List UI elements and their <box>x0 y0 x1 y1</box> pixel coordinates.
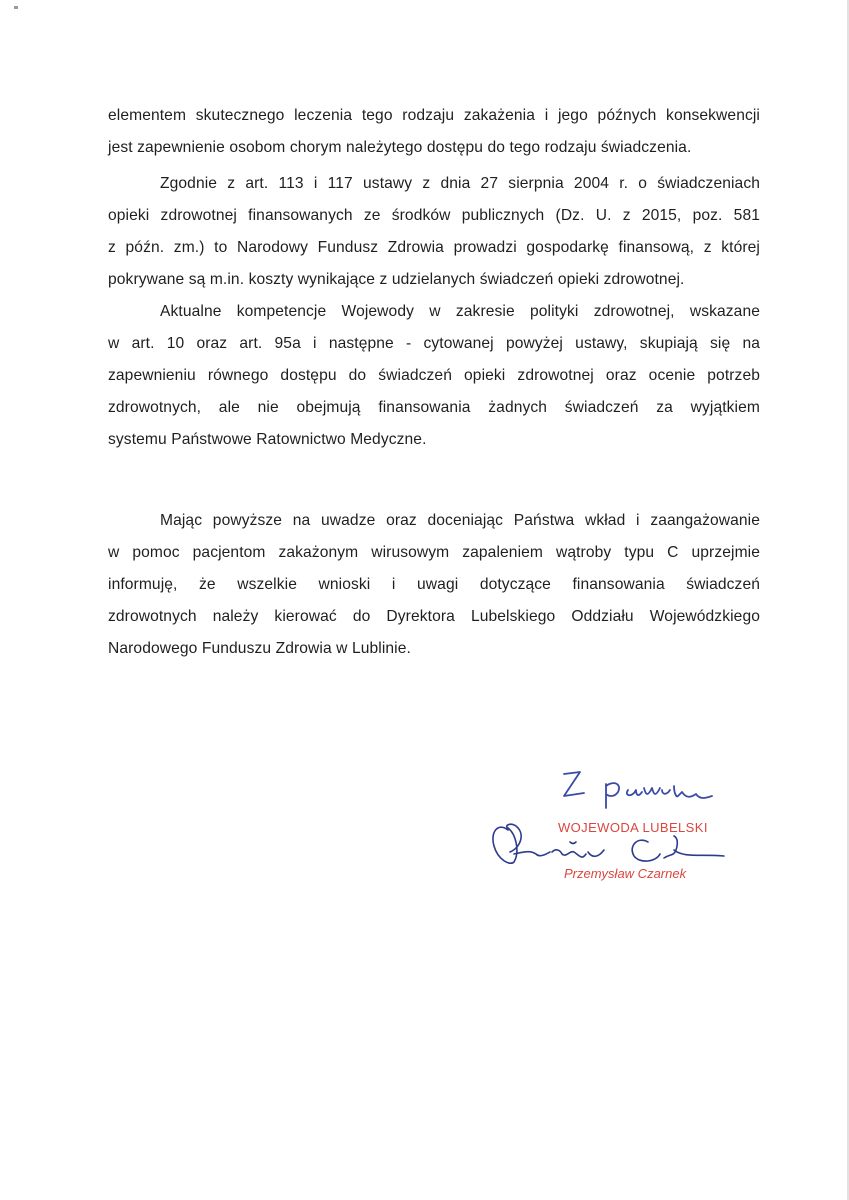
signature-block <box>480 762 740 892</box>
text-line: opieki zdrowotnej finansowanych ze środków publicznych (Dz. U. z 2015, poz. 581 <box>108 207 760 224</box>
paragraph-legal-basis <box>108 168 760 296</box>
text-line: jest zapewnienie osobom chorym należytego dostępu do tego rodzaju świadczenia. <box>108 139 692 156</box>
text-line: zapewnieniu równego dostępu do świadczeń opieki zdrowotnej oraz ocenie potrzeb <box>108 367 760 384</box>
text-line: z późn. zm.) to Narodowy Fundusz Zdrowia prowadzi gospodarkę finansową, z której <box>108 239 760 256</box>
stamp-office-title: WOJEWODA LUBELSKI <box>558 820 708 835</box>
stamp-signatory-name: Przemysław Czarnek <box>564 866 687 881</box>
text-line: zdrowotnych, ale nie obejmują finansowania żadnych świadczeń za wyjątkiem <box>108 399 760 416</box>
text-line: systemu Państwowe Ratownictwo Medyczne. <box>108 431 427 448</box>
paragraph-conclusion <box>108 505 760 665</box>
text-line: w pomoc pacjentom zakażonym wirusowym zapaleniem wątroby typu C uprzejmie <box>108 544 760 561</box>
text-line: zdrowotnych należy kierować do Dyrektora Lubelskiego Oddziału Wojewódzkiego <box>108 608 760 625</box>
paragraph-continuation <box>108 100 760 164</box>
text-line: elementem skutecznego leczenia tego rodzaju zakażenia i jego późnych konsekwencji <box>108 107 760 124</box>
text-line: Narodowego Funduszu Zdrowia w Lublinie. <box>108 640 411 657</box>
text-line: w art. 10 oraz art. 95a i następne - cytowanej powyżej ustawy, skupiają się na <box>108 335 760 352</box>
scan-artifact <box>14 6 18 9</box>
text-line: informuję, że wszelkie wnioski i uwagi dotyczące finansowania świadczeń <box>108 576 760 593</box>
text-line: Aktualne kompetencje Wojewody w zakresie polityki zdrowotnej, wskazane <box>160 303 760 320</box>
text-line: pokrywane są m.in. koszty wynikające z udzielanych świadczeń opieki zdrowotnej. <box>108 271 685 288</box>
text-line: Zgodnie z art. 113 i 117 ustawy z dnia 27 sierpnia 2004 r. o świadczeniach <box>160 175 760 192</box>
text-line: Mając powyższe na uwadze oraz doceniając Państwa wkład i zaangażowanie <box>160 512 760 529</box>
handwritten-closing-note <box>564 772 712 808</box>
paragraph-competences <box>108 296 760 456</box>
